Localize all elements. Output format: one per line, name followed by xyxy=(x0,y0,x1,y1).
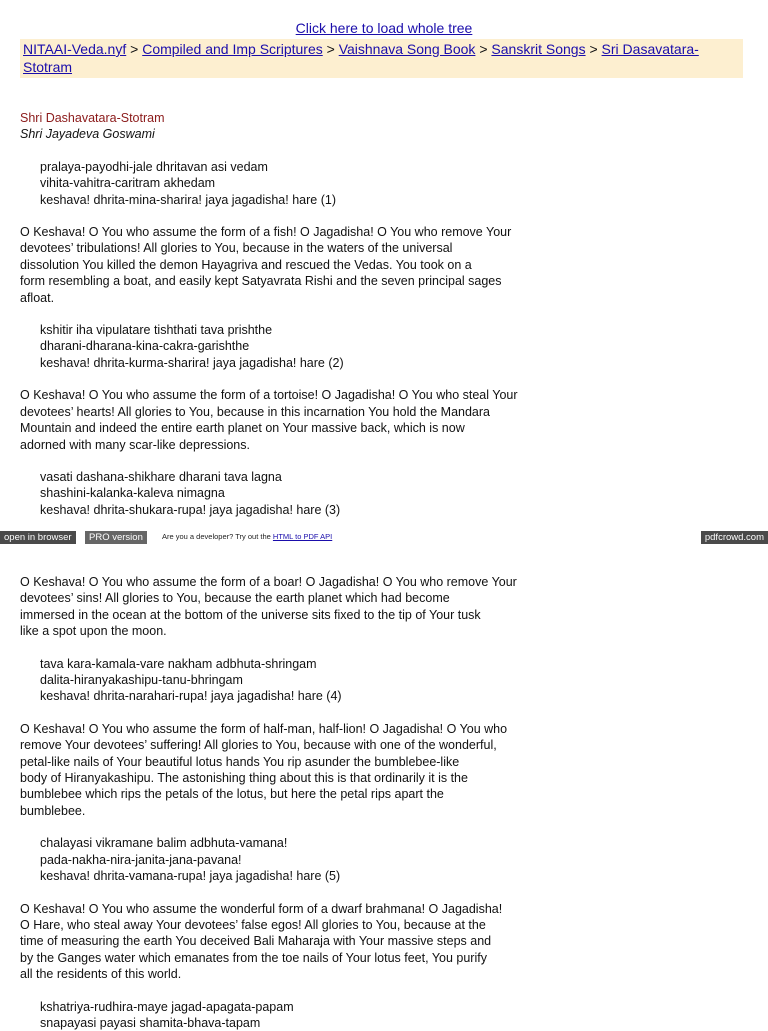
song-title: Shri Dashavatara-Stotram xyxy=(20,111,165,125)
translation-line: like a spot upon the moon. xyxy=(20,624,167,639)
translation-line: O Keshava! O You who assume the wonderful form of a dwarf brahmana! O Jagadisha! xyxy=(20,901,503,916)
translation-line: petal-like nails of Your beautiful lotus hands You rip asunder the bumblebee-like xyxy=(20,754,460,769)
breadcrumb-nitaai-veda[interactable]: NITAAI-Veda.nyf xyxy=(23,41,127,57)
translation-line: bumblebee. xyxy=(20,803,86,818)
verse-line: keshava! dhrita-mina-sharira! jaya jagadisha! hare (1) xyxy=(40,192,336,207)
translation-line: body of Hiranyakashipu. The astonishing thing about this is that ordinarily it is the xyxy=(20,771,468,786)
translation-1 xyxy=(20,224,580,306)
page-content-top xyxy=(20,110,580,518)
translation-line: afloat. xyxy=(20,290,55,305)
translation-line: all the residents of this world. xyxy=(20,967,182,982)
translation-line: remove Your devotees’ suffering! All glories to You, because with one of the wonderful, xyxy=(20,738,497,753)
translation-line: O Keshava! O You who assume the form of a tortoise! O Jagadisha! O You who steal Your xyxy=(20,388,518,403)
page-content-bottom xyxy=(20,574,580,1031)
translation-line: adorned with many scar-like depressions. xyxy=(20,437,250,452)
verse-line: keshava! dhrita-narahari-rupa! jaya jagadisha! hare (4) xyxy=(40,689,342,704)
verse-line: kshitir iha vipulatare tishthati tava prishthe xyxy=(40,323,273,338)
verse-4 xyxy=(20,656,580,705)
pdfcrowd-brand-link[interactable]: pdfcrowd.com xyxy=(701,531,768,544)
translation-line: O Keshava! O You who assume the form of half-man, half-lion! O Jagadisha! O You who xyxy=(20,721,508,736)
translation-line: O Keshava! O You who assume the form of a boar! O Jagadisha! O You who remove Your xyxy=(20,575,517,589)
verse-3 xyxy=(20,469,580,518)
translation-line: O Keshava! O You who assume the form of a fish! O Jagadisha! O You who remove Your xyxy=(20,225,512,240)
pdfcrowd-bar xyxy=(0,531,768,544)
translation-line: dissolution You killed the demon Hayagriva and rescued the Vedas. You took on a xyxy=(20,257,472,272)
developer-promo-text: Are you a developer? Try out the xyxy=(162,532,271,541)
verse-line: chalayasi vikramane balim adbhuta-vamana! xyxy=(40,836,288,851)
breadcrumb-separator: > xyxy=(130,41,139,57)
verse-line: keshava! dhrita-kurma-sharira! jaya jagadisha! hare (2) xyxy=(40,355,344,370)
verse-line: shashini-kalanka-kaleva nimagna xyxy=(40,486,225,501)
translation-line: immersed in the ocean at the bottom of the universe sits fixed to the tip of Your tusk xyxy=(20,607,481,622)
load-whole-tree-link[interactable]: Click here to load whole tree xyxy=(295,20,473,36)
translation-5 xyxy=(20,901,580,983)
verse-line: vihita-vahitra-caritram akhedam xyxy=(40,176,216,191)
verse-line: pada-nakha-nira-janita-jana-pavana! xyxy=(40,852,242,867)
breadcrumb xyxy=(20,39,743,78)
verse-2 xyxy=(20,322,580,371)
translation-2 xyxy=(20,387,580,453)
verse-line: pralaya-payodhi-jale dhritavan asi vedam xyxy=(40,159,268,174)
breadcrumb-separator: > xyxy=(479,41,488,57)
breadcrumb-sanskrit-songs[interactable]: Sanskrit Songs xyxy=(491,41,586,57)
translation-line: by the Ganges water which emanates from the toe nails of Your lotus feet, You purify xyxy=(20,950,487,965)
verse-line: kshatriya-rudhira-maye jagad-apagata-papam xyxy=(40,999,294,1014)
translation-line: devotees’ hearts! All glories to You, because in this incarnation You hold the Mandara xyxy=(20,404,491,419)
translation-line: O Hare, who steal away Your devotees’ false egos! All glories to You, because at the xyxy=(20,917,486,932)
verse-1 xyxy=(20,159,580,208)
verse-line: dalita-hiranyakashipu-tanu-bhringam xyxy=(40,673,243,688)
open-in-browser-button[interactable]: open in browser xyxy=(0,531,76,544)
verse-5 xyxy=(20,835,580,884)
verse-line: dharani-dharana-kina-cakra-garishthe xyxy=(40,339,250,354)
pro-version-button[interactable]: PRO version xyxy=(85,531,147,544)
breadcrumb-compiled-scriptures[interactable]: Compiled and Imp Scriptures xyxy=(142,41,323,57)
verse-line: keshava! dhrita-shukara-rupa! jaya jagadisha! hare (3) xyxy=(40,502,341,517)
translation-line: Mountain and indeed the entire earth planet on Your massive back, which is now xyxy=(20,421,465,436)
translation-line: time of measuring the earth You deceived Bali Maharaja with Your massive steps and xyxy=(20,934,492,949)
verse-line: vasati dashana-shikhare dharani tava lagna xyxy=(40,469,282,484)
breadcrumb-separator: > xyxy=(589,41,598,57)
translation-line: bumblebee which rips the petals of the lotus, but here the petal rips apart the xyxy=(20,787,444,802)
translation-line: devotees’ tribulations! All glories to You, because in the waters of the universal xyxy=(20,241,453,256)
translation-3 xyxy=(20,574,580,640)
developer-promo xyxy=(162,532,332,541)
translation-line: form resembling a boat, and easily kept Satyavrata Rishi and the seven principal sages xyxy=(20,274,502,289)
verse-6 xyxy=(20,999,580,1031)
song-author: Shri Jayadeva Goswami xyxy=(20,127,155,142)
breadcrumb-separator: > xyxy=(326,41,335,57)
html-to-pdf-api-link[interactable]: HTML to PDF API xyxy=(272,532,333,541)
breadcrumb-vaishnava-song-book[interactable]: Vaishnava Song Book xyxy=(338,41,476,57)
verse-line: keshava! dhrita-vamana-rupa! jaya jagadisha! hare (5) xyxy=(40,869,341,884)
verse-line: tava kara-kamala-vare nakham adbhuta-shringam xyxy=(40,656,317,671)
translation-line: devotees’ sins! All glories to You, because the earth planet which had become xyxy=(20,591,450,606)
breadcrumb-sri-dasavatara-stotram[interactable]: Sri Dasavatara-Stotram xyxy=(23,41,699,75)
translation-4 xyxy=(20,721,580,819)
verse-line: snapayasi payasi shamita-bhava-tapam xyxy=(40,1015,261,1030)
